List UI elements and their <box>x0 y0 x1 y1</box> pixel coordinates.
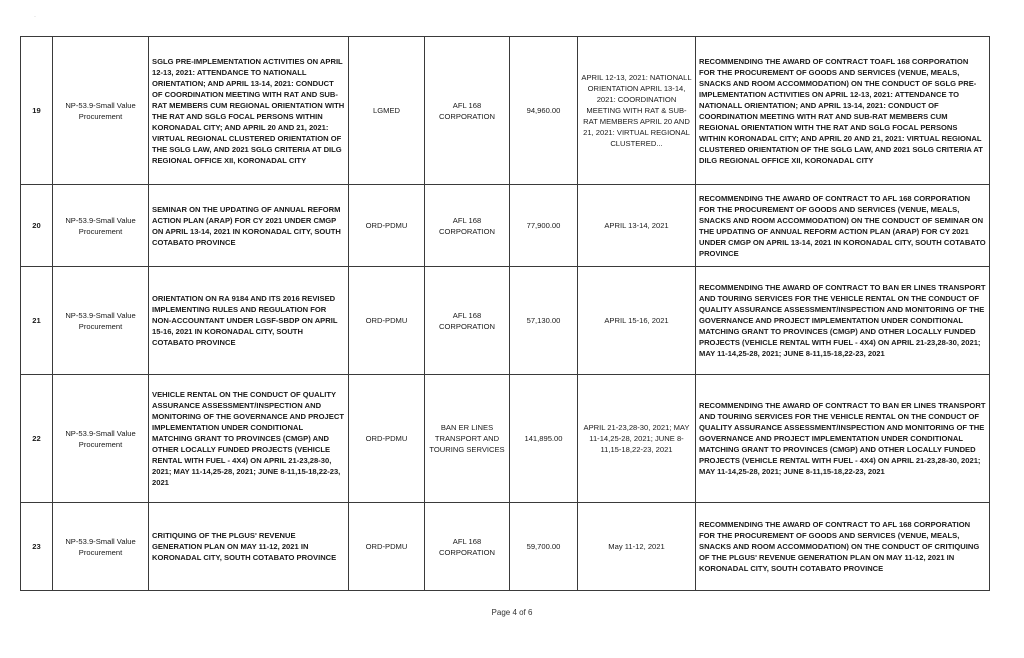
awardee-name: AFL 168 CORPORATION <box>425 503 510 591</box>
end-user-office: ORD-PDMU <box>349 503 425 591</box>
recommendation-text: RECOMMENDING THE AWARD OF CONTRACT TO AFL 168 CORPORATION FOR THE PROCUREMENT OF GOODS AND SERVICES (VENUE, MEALS, SNACKS AND ROOM ACCOMMODATION) ON THE CONDUCT OF SEMINAR ON THE UPDATING OF ANNUAL REFORM ACTION PLAN (ARAP) FOR CY 2021 UNDER CMGP ON APRIL 13-14, 2021 IN KORONADAL CITY, SOUTH COTABATO PROVINCE <box>696 185 990 267</box>
procurement-mode: NP-53.9-Small Value Procurement <box>53 375 149 503</box>
row-number: 23 <box>21 503 53 591</box>
awardee-name: AFL 168 CORPORATION <box>425 185 510 267</box>
activity-date: May 11-12, 2021 <box>578 503 696 591</box>
project-title: SGLG PRE-IMPLEMENTATION ACTIVITIES ON APRIL 12-13, 2021: ATTENDANCE TO NATIONALL ORIENTATION; AND APRIL 13-14, 2021: CONDUCT OF COORDINATION MEETING WITH RAT AND SUB-RAT MEMBERS CUM REGIONAL ORIENTATION WITH THE RAT AND SGLG FOCAL PERSONS WITHIN KORONADAL CITY; AND APRIL 20 AND 21, 2021: VIRTUAL REGIONAL CLUSTERED ORIENTATION OF THE SGLG LAW, AND 2021 SGLG CRITERIA AT DILG REGIONAL OFFICE XII, KORONADAL CITY <box>149 37 349 185</box>
project-title: SEMINAR ON THE UPDATING OF ANNUAL REFORM ACTION PLAN (ARAP) FOR CY 2021 UNDER CMGP ON APRIL 13-14, 2021 IN KORONADAL CITY, SOUTH COTABATO PROVINCE <box>149 185 349 267</box>
end-user-office: LGMED <box>349 37 425 185</box>
table-row <box>21 503 990 591</box>
awardee-name: AFL 168 CORPORATION <box>425 37 510 185</box>
table-row <box>21 37 990 185</box>
row-number: 20 <box>21 185 53 267</box>
contract-amount: 57,130.00 <box>510 267 578 375</box>
row-number: 21 <box>21 267 53 375</box>
activity-date: APRIL 12-13, 2021: NATIONALL ORIENTATION APRIL 13-14, 2021: COORDINATION MEETING WITH RAT & SUB-RAT MEMBERS APRIL 20 AND 21, 2021: VIRTUAL REGIONAL CLUSTERED... <box>578 37 696 185</box>
activity-date: APRIL 21-23,28-30, 2021; MAY 11-14,25-28, 2021; JUNE 8-11,15-18,22-23, 2021 <box>578 375 696 503</box>
recommendation-text: RECOMMENDING THE AWARD OF CONTRACT TO AFL 168 CORPORATION FOR THE PROCUREMENT OF GOODS AND SERVICES (VENUE, MEALS, SNACKS AND ROOM ACCOMMODATION) ON THE CONDUCT OF CRITIQUING OF THE PLGUS' REVENUE GENERATION PLAN ON MAY 11-12, 2021 IN KORONADAL CITY, SOUTH COTABATO PROVINCE <box>696 503 990 591</box>
project-title: ORIENTATION ON RA 9184 AND ITS 2016 REVISED IMPLEMENTING RULES AND REGULATION FOR NON-ACCOUNTANT UNDER LGSF-SBDP ON APRIL 15-16, 2021 IN KORONADAL CITY, SOUTH COTABATO PROVINCE <box>149 267 349 375</box>
contract-amount: 59,700.00 <box>510 503 578 591</box>
project-title: CRITIQUING OF THE PLGUS' REVENUE GENERATION PLAN ON MAY 11-12, 2021 IN KORONADAL CITY, SOUTH COTABATO PROVINCE <box>149 503 349 591</box>
end-user-office: ORD-PDMU <box>349 267 425 375</box>
table-row <box>21 185 990 267</box>
procurement-mode: NP-53.9-Small Value Procurement <box>53 185 149 267</box>
procurement-table <box>20 36 990 591</box>
awardee-name: AFL 168 CORPORATION <box>425 267 510 375</box>
row-number: 19 <box>21 37 53 185</box>
procurement-mode: NP-53.9-Small Value Procurement <box>53 267 149 375</box>
table-row <box>21 375 990 503</box>
awardee-name: BAN ER LINES TRANSPORT AND TOURING SERVICES <box>425 375 510 503</box>
procurement-mode: NP-53.9-Small Value Procurement <box>53 37 149 185</box>
recommendation-text: RECOMMENDING THE AWARD OF CONTRACT TO BAN ER LINES TRANSPORT AND TOURING SERVICES FOR THE VEHICLE RENTAL ON THE CONDUCT OF QUALITY ASSURANCE ASSESSMENT/INSPECTION AND MONITORING OF THE GOVERNANCE AND PROJECT IMPLEMENTATION UNDER CONDITIONAL MATCHING GRANT TO PROVINCES (CMGP) AND OTHER LOCALLY FUNDED PROJECTS (VEHICLE RENTAL WITH FUEL - 4X4) ON APRIL 21-23,28-30, 2021; MAY 11-14,25-28, 2021; JUNE 8-11,15-18,22-23, 2021 <box>696 375 990 503</box>
contract-amount: 94,960.00 <box>510 37 578 185</box>
end-user-office: ORD-PDMU <box>349 185 425 267</box>
recommendation-text: RECOMMENDING THE AWARD OF CONTRACT TOAFL 168 CORPORATION FOR THE PROCUREMENT OF GOODS AND SERVICES (VENUE, MEALS, SNACKS AND ROOM ACCOMMODATION) ON THE CONDUCT OF SGLG PRE-IMPLEMENTATION ACTIVITIES ON APRIL 12-13, 2021: ATTENDANCE TO NATIONALL ORIENTATION; AND APRIL 13-14, 2021: CONDUCT OF COORDINATION MEETING WITH RAT AND SUB-RAT MEMBERS CUM REGIONAL ORIENTATION WITH THE RAT AND SGLG FOCAL PERSONS WITHIN KORONADAL CITY; AND APRIL 20 AND 21, 2021: VIRTUAL REGIONAL CLUSTERED ORIENTATION OF THE SGLG LAW, AND 2021 SGLG CRITERIA AT DILG REGIONAL OFFICE XII, KORONADAL CITY <box>696 37 990 185</box>
contract-amount: 141,895.00 <box>510 375 578 503</box>
activity-date: APRIL 13-14, 2021 <box>578 185 696 267</box>
page-number: Page 4 of 6 <box>491 608 533 617</box>
procurement-mode: NP-53.9-Small Value Procurement <box>53 503 149 591</box>
activity-date: APRIL 15-16, 2021 <box>578 267 696 375</box>
row-number: 22 <box>21 375 53 503</box>
scan-speck: · <box>34 14 36 20</box>
table-row <box>21 267 990 375</box>
contract-amount: 77,900.00 <box>510 185 578 267</box>
project-title: VEHICLE RENTAL ON THE CONDUCT OF QUALITY ASSURANCE ASSESSMENT/INSPECTION AND MONITORING OF THE GOVERNANCE AND PROJECT IMPLEMENTATION UNDER CONDITIONAL MATCHING GRANT TO PROVINCES (CMGP) AND OTHER LOCALLY FUNDED PROJECTS (VEHICLE RENTAL WITH FUEL - 4X4) ON APRIL 21-23,28-30, 2021; MAY 11-14,25-28, 2021; JUNE 8-11,15-18,22-23, 2021 <box>149 375 349 503</box>
end-user-office: ORD-PDMU <box>349 375 425 503</box>
recommendation-text: RECOMMENDING THE AWARD OF CONTRACT TO BAN ER LINES TRANSPORT AND TOURING SERVICES FOR THE VEHICLE RENTAL ON THE CONDUCT OF QUALITY ASSURANCE ASSESSMENT/INSPECTION AND MONITORING OF THE GOVERNANCE AND PROJECT IMPLEMENTATION UNDER CONDITIONAL MATCHING GRANT TO PROVINCES (CMGP) AND OTHER LOCALLY FUNDED PROJECTS (VEHICLE RENTAL WITH FUEL - 4X4) ON APRIL 21-23,28-30, 2021; MAY 11-14,25-28, 2021; JUNE 8-11,15-18,22-23, 2021 <box>696 267 990 375</box>
